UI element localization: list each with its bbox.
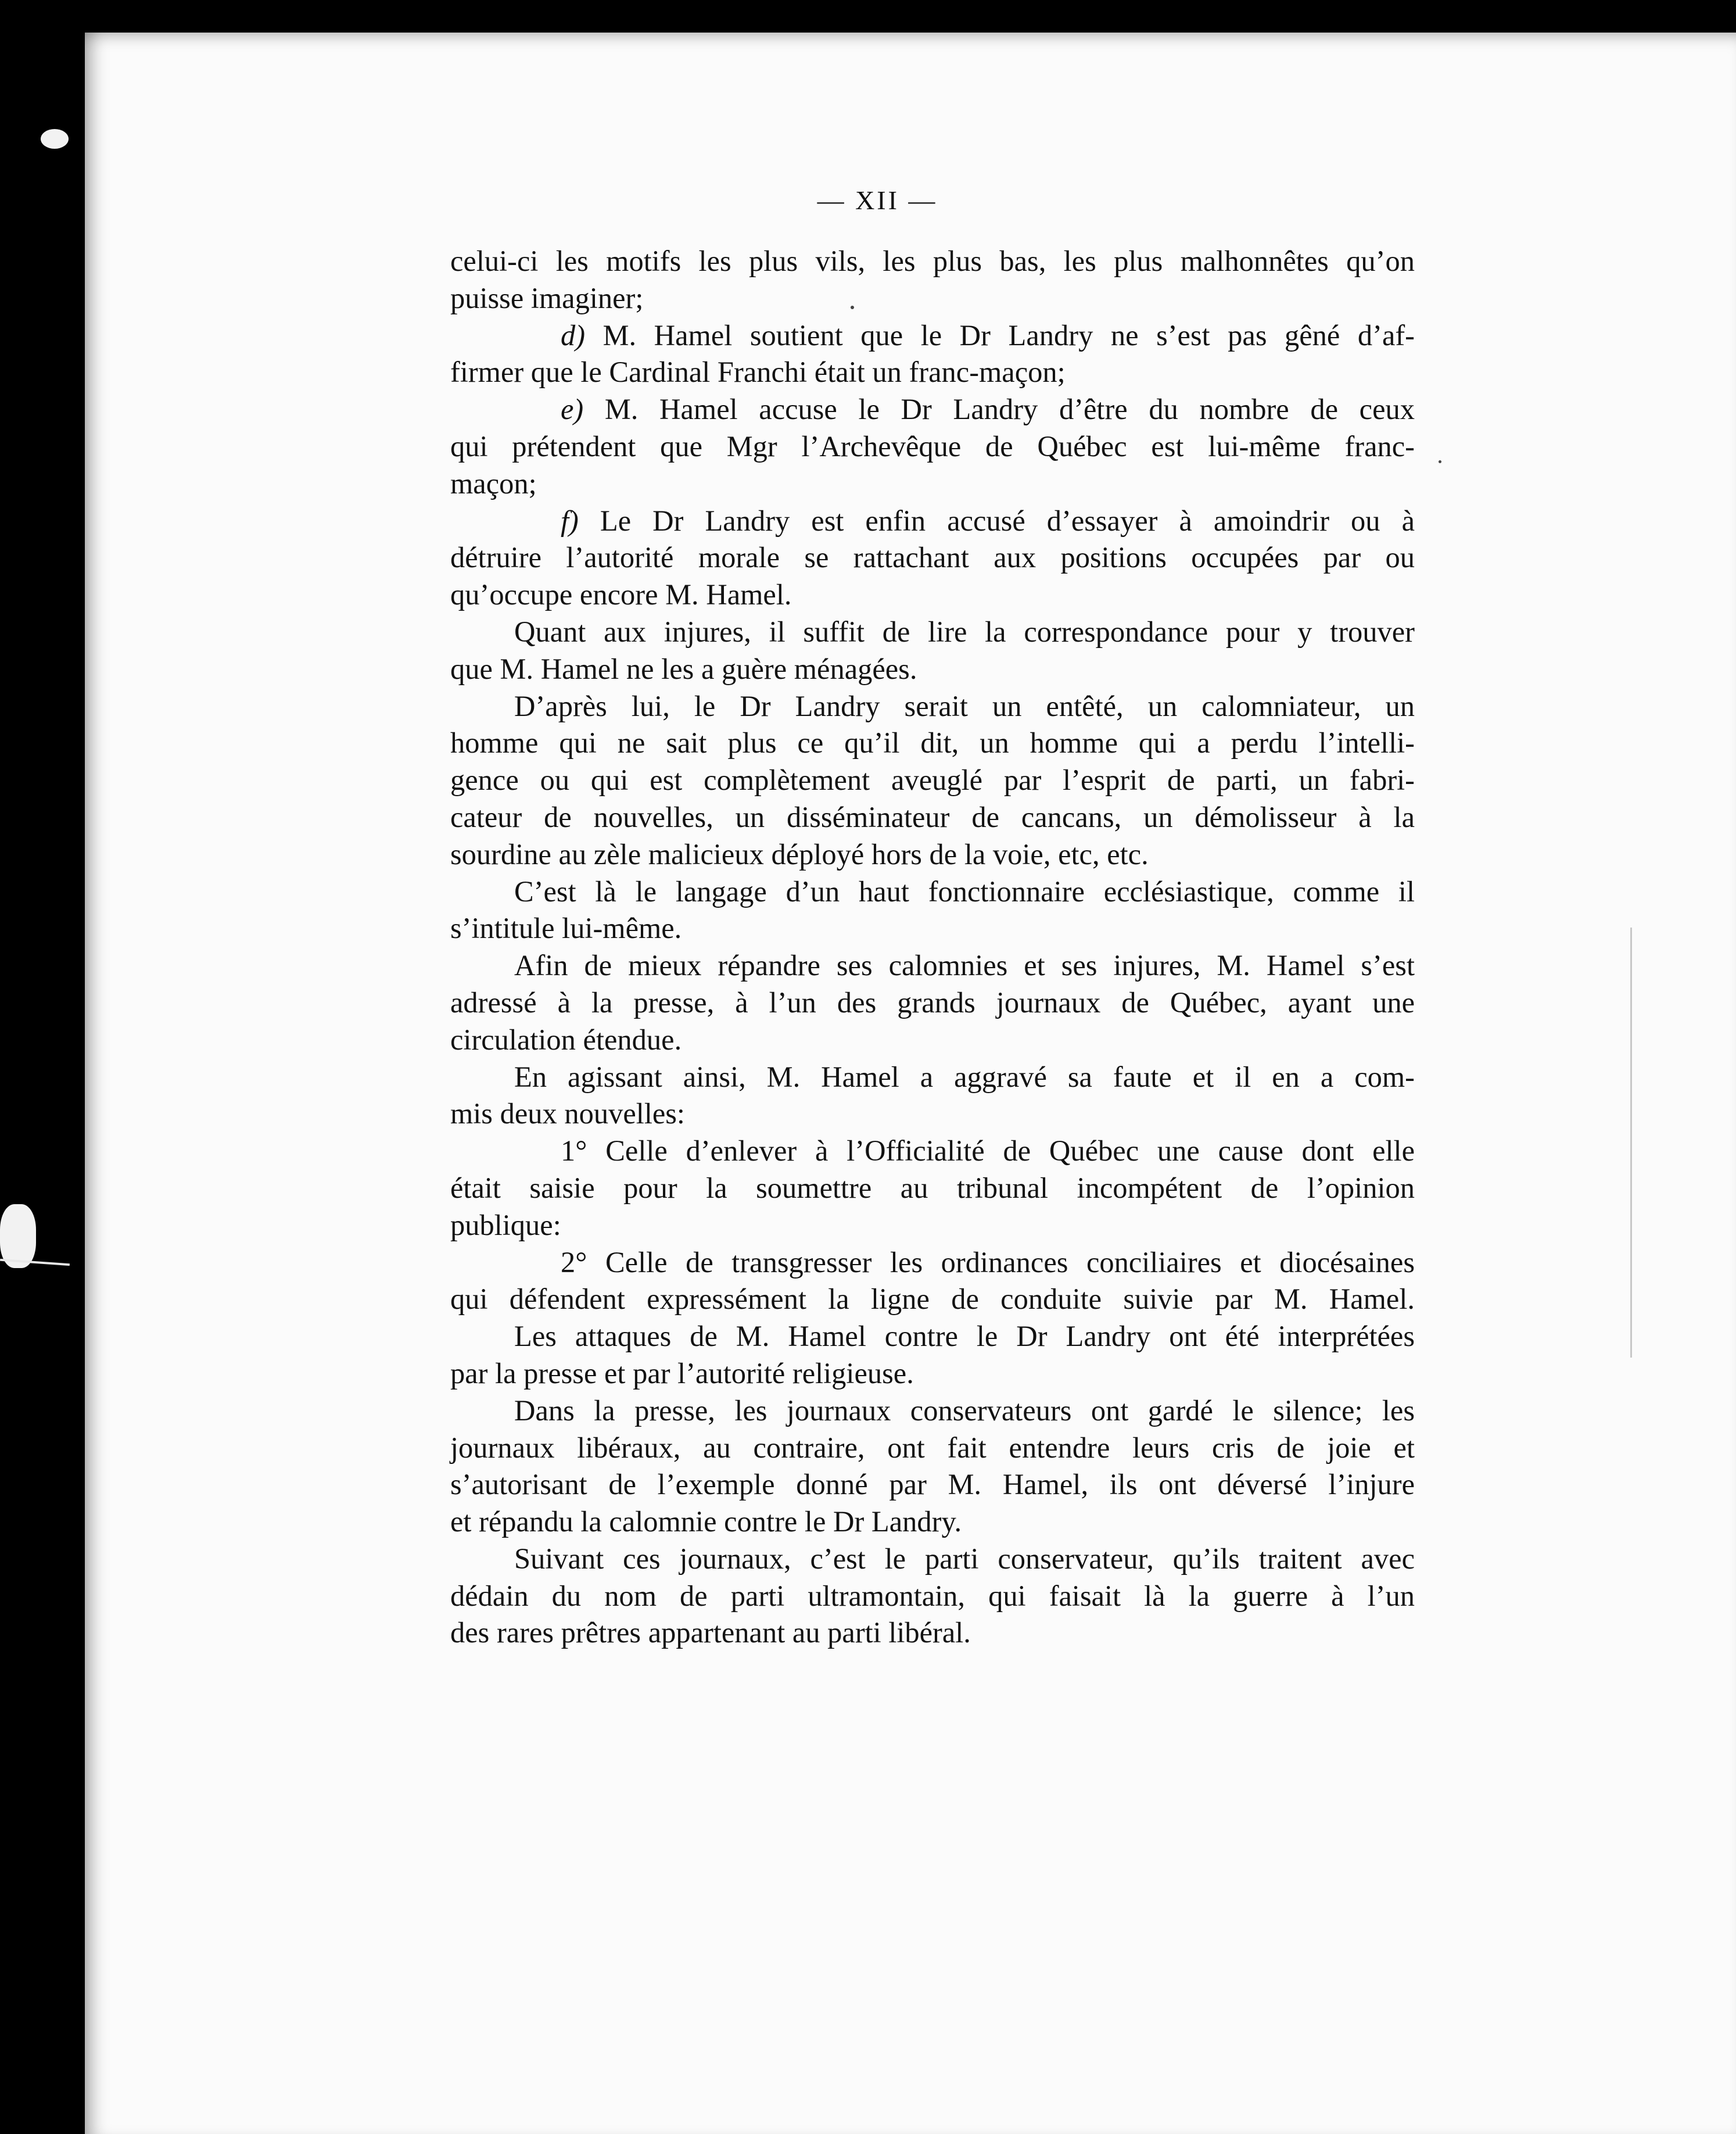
text-line	[450, 1318, 1415, 1355]
text-line	[450, 651, 1415, 688]
line-text: Le Dr Landry est enfin accusé d’essayer à amoindrir ou à	[578, 504, 1415, 537]
text-line	[450, 317, 1415, 355]
line-text: s’autorisant de l’exemple donné par M. Hamel, ils ont déversé l’injure	[450, 1468, 1415, 1501]
line-text: Afin de mieux répandre ses calomnies et ses injures, M. Hamel s’est	[514, 949, 1415, 982]
text-line	[450, 1059, 1415, 1096]
text-line	[450, 1541, 1415, 1578]
text-line	[450, 984, 1415, 1022]
line-text: et répandu la calomnie contre le Dr Landry.	[450, 1505, 962, 1538]
line-text: gence ou qui est complètement aveuglé par l’esprit de parti, un fabri-	[450, 764, 1415, 797]
text-line	[450, 1503, 1415, 1541]
line-text: que M. Hamel ne les a guère ménagées.	[450, 652, 917, 685]
line-text: qui prétendent que Mgr l’Archevêque de Québec est lui-même franc-	[450, 429, 1415, 463]
text-line	[450, 947, 1415, 984]
text-line	[450, 1133, 1415, 1170]
line-text: dédain du nom de parti ultramontain, qui faisait là la guerre à l’un	[450, 1579, 1415, 1612]
text-line	[450, 466, 1415, 503]
scan-speck	[1439, 460, 1441, 463]
enumeration-label: d)	[561, 318, 586, 352]
text-line	[450, 799, 1415, 836]
line-text: homme qui ne sait plus ce qu’il dit, un homme qui a perdu l’intelli-	[450, 726, 1415, 760]
line-text: des rares prêtres appartenant au parti libéral.	[450, 1616, 971, 1649]
body-text	[450, 243, 1415, 1652]
text-line	[450, 243, 1415, 280]
text-line	[450, 1207, 1415, 1244]
line-text: détruire l’autorité morale se rattachant aux positions occupées par ou	[450, 541, 1415, 574]
scan-speck	[41, 129, 69, 149]
text-line	[450, 1095, 1415, 1133]
line-text: M. Hamel accuse le Dr Landry d’être du nombre de ceux	[583, 393, 1415, 426]
text-line	[450, 1466, 1415, 1503]
text-line	[450, 1392, 1415, 1430]
text-line	[450, 1614, 1415, 1652]
line-text: maçon;	[450, 467, 537, 500]
text-line	[450, 539, 1415, 577]
line-text: celui-ci les motifs les plus vils, les plus bas, les plus malhonnêtes qu’on	[450, 245, 1415, 277]
line-text: s’intitule lui-même.	[450, 912, 682, 945]
text-line	[450, 1022, 1415, 1059]
text-line	[450, 1355, 1415, 1392]
text-line	[450, 354, 1415, 391]
line-text: cateur de nouvelles, un disséminateur de cancans, un démolisseur à la	[450, 800, 1415, 833]
text-line	[450, 1430, 1415, 1467]
line-text: par la presse et par l’autorité religieuse.	[450, 1356, 914, 1390]
line-text: 2° Celle de transgresser les ordinances conciliaires et diocésaines	[561, 1245, 1415, 1279]
text-line	[450, 280, 1415, 317]
line-text: D’après lui, le Dr Landry serait un entêté, un calomniateur, un	[514, 689, 1415, 722]
text-line	[450, 614, 1415, 651]
line-text: M. Hamel soutient que le Dr Landry ne s’est pas gêné d’af-	[585, 318, 1415, 352]
line-text: Dans la presse, les journaux conservateurs ont gardé le silence; les	[514, 1394, 1415, 1427]
page-fold-line	[1630, 928, 1632, 1358]
enumeration-label: f)	[561, 504, 579, 537]
enumeration-label: e)	[561, 393, 584, 426]
text-line	[450, 836, 1415, 873]
line-text: était saisie pour la soumettre au tribunal incompétent de l’opinion	[450, 1171, 1415, 1204]
text-line	[450, 577, 1415, 614]
line-text: Les attaques de M. Hamel contre le Dr Landry ont été interprétées	[514, 1320, 1415, 1353]
text-line	[450, 688, 1415, 725]
line-text: circulation étendue.	[450, 1023, 682, 1056]
line-text: En agissant ainsi, M. Hamel a aggravé sa faute et il en a com-	[514, 1060, 1415, 1093]
line-text: publique:	[450, 1208, 561, 1241]
text-line	[450, 428, 1415, 466]
line-text: qu’occupe encore M. Hamel.	[450, 578, 792, 611]
text-line	[450, 910, 1415, 947]
text-line	[450, 1578, 1415, 1615]
text-line	[450, 503, 1415, 540]
text-line	[450, 1244, 1415, 1281]
line-text: adressé à la presse, à l’un des grands journaux de Québec, ayant une	[450, 986, 1415, 1019]
line-text: mis deux nouvelles:	[450, 1097, 685, 1130]
line-text: C’est là le langage d’un haut fonctionnaire ecclésiastique, comme il	[514, 875, 1415, 908]
line-text: sourdine au zèle malicieux déployé hors de la voie, etc, etc.	[450, 837, 1149, 871]
line-text: Suivant ces journaux, c’est le parti conservateur, qu’ils traitent avec	[514, 1542, 1415, 1575]
line-text: journaux libéraux, au contraire, ont fait entendre leurs cris de joie et	[450, 1431, 1415, 1464]
text-line	[450, 391, 1415, 428]
line-text: 1° Celle d’enlever à l’Officialité de Québec une cause dont elle	[561, 1134, 1415, 1168]
line-text: firmer que le Cardinal Franchi était un franc-maçon;	[450, 356, 1066, 389]
text-line	[450, 1170, 1415, 1207]
text-line	[450, 1281, 1415, 1318]
text-line	[450, 762, 1415, 799]
line-text: Quant aux injures, il suffit de lire la correspondance pour y trouver	[514, 615, 1415, 648]
text-line	[450, 725, 1415, 762]
line-text: puisse imaginer;	[450, 281, 644, 314]
line-text: qui défendent expressément la ligne de conduite suivie par M. Hamel.	[450, 1283, 1415, 1316]
page-number: — XII —	[817, 185, 938, 215]
text-line	[450, 873, 1415, 911]
